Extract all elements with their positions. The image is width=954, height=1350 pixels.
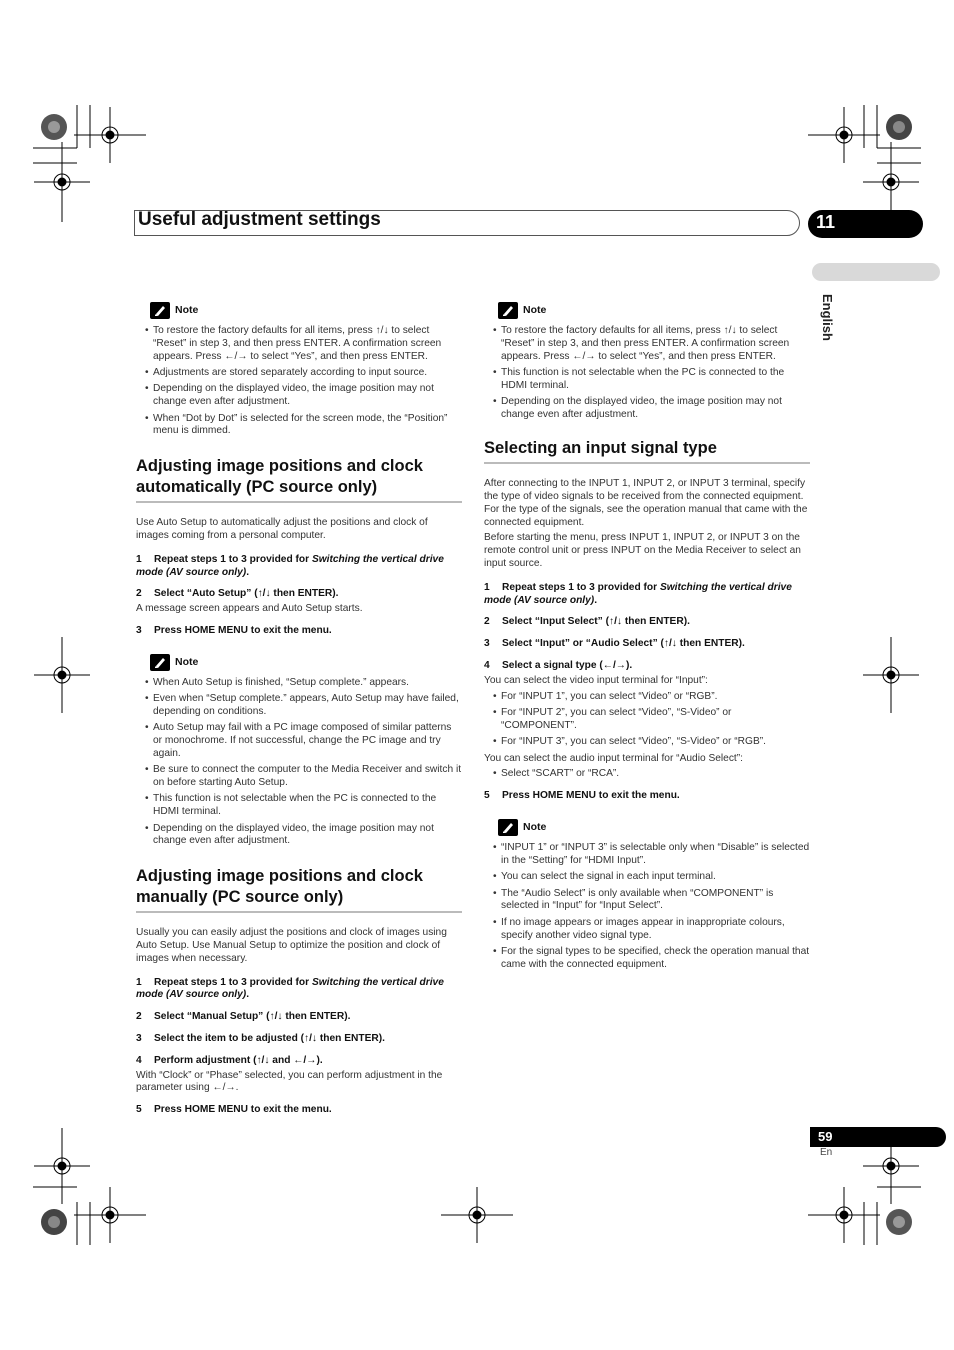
- step-3: 3 Select “Input” or “Audio Select” (↑/↓ then ENTER).: [484, 638, 745, 650]
- note-item: • Adjustments are stored separately according to input source.: [136, 367, 462, 380]
- language-label: English: [820, 294, 835, 341]
- note-item: • When “Dot by Dot” is selected for the screen mode, the “Position” menu is dimmed.: [136, 413, 462, 439]
- note-item: • This function is not selectable when the PC is connected to the HDMI terminal.: [136, 793, 462, 819]
- note-label: Note: [175, 655, 199, 668]
- section-intro: Usually you can easily adjust the positions and clock of images using Auto Setup. Use Manual Setup to optimize the position and clock of images when necessary.: [136, 927, 447, 964]
- note-item: • This function is not selectable when the PC is connected to the HDMI terminal.: [484, 367, 810, 393]
- step-2: 2 Select “Auto Setup” (↑/↓ then ENTER).: [136, 588, 339, 600]
- step-1: 1 Repeat steps 1 to 3 provided for Switching the vertical drive mode (AV source only).: [136, 553, 444, 578]
- step-4: 4 Perform adjustment (↑/↓ and ←/→).: [136, 1054, 323, 1066]
- step-4: 4 Select a signal type (←/→).: [484, 660, 633, 672]
- note-item: • Depending on the displayed video, the image position may not change even after adjustment.: [484, 396, 810, 422]
- note-item: • The “Audio Select” is only available when “COMPONENT” is selected in “Input” for “Input Select”.: [484, 888, 810, 914]
- page-title: Useful adjustment settings: [138, 209, 381, 230]
- step-2: 2 Select “Manual Setup” (↑/↓ then ENTER).: [136, 1011, 351, 1023]
- step-description: You can select the audio input terminal for “Audio Select”:: [484, 752, 743, 764]
- note-label: Note: [175, 304, 199, 317]
- page-number: 59: [810, 1127, 946, 1147]
- section-heading-manual: Adjusting image positions and clock manually (PC source only): [136, 866, 462, 913]
- pencil-icon: [150, 302, 170, 319]
- step-description: With “Clock” or “Phase” selected, you can perform adjustment in the parameter using ←/→.: [136, 1069, 443, 1094]
- note-item: • Depending on the displayed video, the image position may not change even after adjustment.: [136, 383, 462, 409]
- step-3: 3 Select the item to be adjusted (↑/↓ then ENTER).: [136, 1033, 385, 1045]
- video-option-list: [484, 691, 810, 749]
- note-header: [498, 819, 810, 836]
- list-item: • For “INPUT 1”, you can select “Video” or “RGB”.: [484, 691, 810, 704]
- note-list: [484, 325, 810, 422]
- note-item: • Be sure to connect the computer to the Media Receiver and switch it on before starting Auto Setup.: [136, 764, 462, 790]
- note-item: • If no image appears or images appear in inappropriate colours, specify another video signal type.: [484, 917, 810, 943]
- section-intro: Use Auto Setup to automatically adjust the positions and clock of images coming from a personal computer.: [136, 517, 428, 541]
- note-item: • For the signal types to be specified, check the operation manual that came with the connected equipment.: [484, 946, 810, 972]
- note-item: • Auto Setup may fail with a PC image composed of similar patterns or monochrome. If not successful, change the PC image and try again.: [136, 722, 462, 760]
- step-2: 2 Select “Input Select” (↑/↓ then ENTER).: [484, 616, 690, 628]
- list-item: • For “INPUT 3”, you can select “Video”, “S-Video” or “RGB”.: [484, 736, 810, 749]
- list-item: • For “INPUT 2”, you can select “Video”, “S-Video” or “COMPONENT”.: [484, 707, 810, 733]
- note-item: • You can select the signal in each input terminal.: [484, 871, 810, 884]
- note-label: Note: [523, 304, 547, 317]
- section-intro: Before starting the menu, press INPUT 1, INPUT 2, or INPUT 3 on the remote control unit or press INPUT on the Media Receiver to select an input source.: [484, 532, 801, 570]
- note-list: [484, 842, 810, 972]
- note-list: [136, 325, 462, 438]
- note-item: • To restore the factory defaults for all items, press ↑/↓ to select “Reset” in step 3, and then press ENTER. A confirmation screen appears. Press ←/→ to select “Yes”, and then press ENTER.: [136, 325, 462, 363]
- right-column: [484, 302, 810, 975]
- note-item: • Even when “Setup complete.” appears, Auto Setup may have failed, depending on conditions.: [136, 693, 462, 719]
- section-heading-auto: Adjusting image positions and clock automatically (PC source only): [136, 456, 462, 503]
- note-item: • “INPUT 1” or “INPUT 3” is selectable only when “Disable” is selected in the “Setting” for “HDMI Input”.: [484, 842, 810, 868]
- audio-option-list: [484, 768, 810, 781]
- step-1: 1 Repeat steps 1 to 3 provided for Switching the vertical drive mode (AV source only).: [136, 976, 444, 1001]
- step-1: 1 Repeat steps 1 to 3 provided for Switching the vertical drive mode (AV source only).: [484, 581, 792, 606]
- note-header: [498, 302, 810, 319]
- step-3: 3 Press HOME MENU to exit the menu.: [136, 624, 332, 636]
- chapter-badge: 11: [808, 210, 923, 238]
- step-5: 5 Press HOME MENU to exit the menu.: [484, 790, 680, 802]
- pencil-icon: [498, 302, 518, 319]
- cross-reference-link: Switching the vertical drive mode (AV source only): [136, 976, 444, 1001]
- step-description: You can select the video input terminal for “Input”:: [484, 674, 708, 686]
- pencil-icon: [498, 819, 518, 836]
- left-column: [136, 302, 462, 1119]
- note-label: Note: [523, 821, 547, 834]
- step-5: 5 Press HOME MENU to exit the menu.: [136, 1104, 332, 1116]
- section-heading-input: Selecting an input signal type: [484, 438, 810, 465]
- pencil-icon: [150, 654, 170, 671]
- note-item: • Depending on the displayed video, the image position may not change even after adjustment.: [136, 823, 462, 849]
- note-header: [150, 654, 462, 671]
- section-intro: After connecting to the INPUT 1, INPUT 2, or INPUT 3 terminal, specify the type of video signals to be received from the connected equipment. For the type of the signals, see the operation manual that came with the connected equipment.: [484, 478, 808, 528]
- language-tab: [812, 263, 940, 281]
- note-item: • When Auto Setup is finished, “Setup complete.” appears.: [136, 677, 462, 690]
- note-header: [150, 302, 462, 319]
- cross-reference-link: Switching the vertical drive mode (AV source only): [136, 553, 444, 578]
- note-item: • To restore the factory defaults for all items, press ↑/↓ to select “Reset” in step 3, and then press ENTER. A confirmation screen appears. Press ←/→ to select “Yes”, and then press ENTER.: [484, 325, 810, 363]
- note-list: [136, 677, 462, 849]
- list-item: • Select “SCART” or “RCA”.: [484, 768, 810, 781]
- step-description: A message screen appears and Auto Setup starts.: [136, 603, 363, 615]
- page-language: En: [820, 1147, 833, 1158]
- cross-reference-link: Switching the vertical drive mode (AV source only): [484, 581, 792, 606]
